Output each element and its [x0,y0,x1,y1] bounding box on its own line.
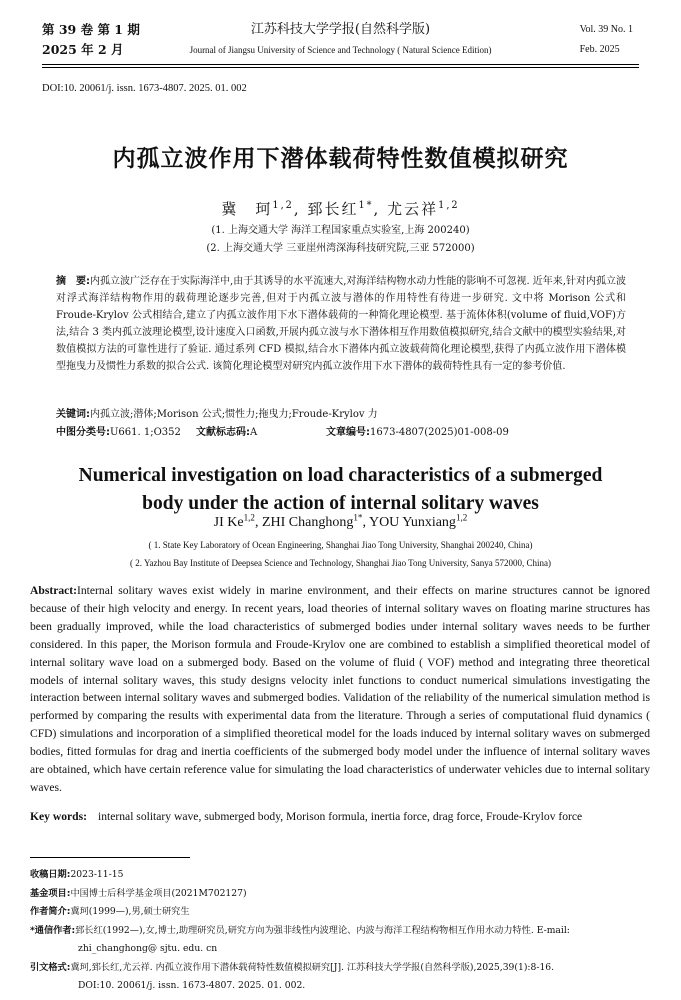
journal-name-en: Journal of Jiangsu University of Science and Technology ( Natural Science Edition) [189,45,492,55]
affiliation: (2. 上海交通大学 三亚崖州湾深海科技研究院,三亚 572000) [206,243,475,254]
document-code: 文献标志码:A [196,427,258,438]
issue-info-en [580,20,633,60]
author-affil-mark: 1,2 [455,512,468,523]
title-en-line: Numerical investigation on load characteristics of a submerged [78,465,603,486]
abstract-label: 摘 要: [56,276,91,287]
keywords-label: Key words: [30,810,87,823]
article-number: 文章编号:1673-4807(2025)01-008-09 [326,427,509,438]
citation-doi: DOI:10. 20061/j. issn. 1673-4807. 2025. 01. 002. [78,980,306,991]
doi: DOI:10. 20061/j. issn. 1673-4807. 2025. 01. 002 [42,83,247,94]
author-name: ZHI Changhong [261,515,354,530]
author-affil-mark: 1,2 [243,512,255,523]
author-affil-mark: 1,2 [438,200,460,211]
volume-en: Vol. 39 No. 1 [579,24,633,35]
journal-name-cn: 江苏科技大学学报(自然科学版) [250,22,431,37]
title-cn: 内孤立波作用下潜体载荷特性数值模拟研究 [112,146,569,172]
footnote-rule [30,857,190,858]
authors-cn: 冀 珂$^{1,2}$, 郅长红$^{1*}$, 尤云祥$^{1,2}$ [221,200,460,218]
author-name: 郅长红 [307,200,359,218]
author-name: 尤云祥 [387,200,439,218]
keywords-en [30,808,650,825]
footnotes [30,866,650,996]
fund-project: 基金项目:中国博士后科学基金项目(2021M702127) [30,887,247,899]
clc-number: 中图分类号:U661. 1;O352 [56,427,181,438]
received-date: 收稿日期:2023-11-15 [30,869,124,880]
author-name: YOU Yunxiang [368,515,456,530]
volume-cn: 第 39 卷 第 1 期 [42,22,140,37]
abstract-en [30,582,650,797]
keywords-text: 内孤立波;潜体;Morison 公式;惯性力;拖曳力;Froude-Krylov 力 [90,409,378,420]
abstract-label: Abstract: [30,584,78,597]
abstract-cn [56,273,626,375]
keywords-cn [56,406,626,423]
title-en-line: body under the action of internal solitary waves [142,493,539,514]
abstract-text: 内孤立波广泛存在于实际海洋中,由于其诱导的水平流速大,对海洋结构物水动力性能的影响不可忽视. 近年来,针对内孤立波对浮式海洋结构物作用的载荷理论逐步完善,但对于内孤立波与潜体的作用特性有待进一步研究. 文中将 Morison 公式和 Froude-Krylov 公式相结合,建立了内孤立波作用下水下潜体载荷的一种简化理论模型. 基于流体体积(volume of fluid,VOF)方法,结合 3 类内孤立波理论模型,设计速度入口函数,开展内孤立波与水下潜体相互作用数值模拟研究,结合文献中的模型实验结果,对数值模拟方法的可靠性进行了验证. 通过系列 CFD 模拟,结合水下潜体内孤立波载荷简化理论模型,获得了内孤立波作用下潜体模型拖曳力及惯性力系数的拟合公式. 该简化理论模型对研究内孤立波作用下水下潜体的载荷特性具有一定的参考价值. [56,276,626,372]
keywords-text: internal solitary wave, submerged body, Morison formula, inertia force, drag force, Froude-Krylov force [98,810,583,823]
header-rule-thick [42,64,639,65]
affiliations-cn [0,222,681,258]
author-affil-mark: 1* [353,512,363,523]
author-bio: 作者简介:冀珂(1999—),男,硕士研究生 [30,906,190,917]
abstract-text: Internal solitary waves exist widely in marine environment, and their effects on marine structures cannot be ignored because of their high velocity and energy. In recent years, load theories of internal solitary waves on floating marine structures has been gradually improved, while the load characteristics of submerged bodies under internal solitary waves needs to be further considered. In this paper, the Morison formula and Froude-Krylov one are combined to establish a simplified theoretical model of internal solitary wave load on a submerged body. Based on the volume of fluid ( VOF) method and integrating three theoretical models of internal solitary waves, this study designs velocity inlet functions to conduct numerical simulations investigating the interaction between internal solitary waves and submerged bodies. Validation of the reliability of the numerical simulation method is performed by comparing the results with experimental data from the literature. Through a series of computational fluid dynamics ( CFD) simulations and incorporation of a simplified theoretical model for the loads induced by internal solitary waves on submerged bodies, fitted formulas for drag and inertia coefficients of the submerged body model under the influence of internal solitary waves are obtained, which have certain reference value for simulating the load characteristics of underwater vehicles due to internal solitary waves. [30,584,650,794]
author-affil-mark: 1,2 [272,200,294,211]
date-en: Feb. 2025 [579,44,620,55]
affiliation: (1. 上海交通大学 海洋工程国家重点实验室,上海 200240) [211,225,470,236]
corresponding-author: *通信作者:郅长红(1992—),女,博士,助理研究员,研究方向为强非线性内波理论、内波与海洋工程结构物相互作用水动力特性. E-mail: [30,924,570,936]
title-en [0,462,681,518]
affiliation: ( 1. State Key Laboratory of Ocean Engineering, Shanghai Jiao Tong University, Shanghai 200240, China) [148,540,533,550]
date-cn: 2025 年 2 月 [42,42,124,57]
author-name: 冀 珂 [221,200,273,218]
keywords-label: 关键词: [56,409,90,420]
running-header [0,20,681,64]
affiliations-en [0,536,681,572]
header-rule-thin [42,67,639,68]
author-affil-mark: 1* [358,200,374,211]
corresponding-email: zhi_changhong@ sjtu. edu. cn [78,943,218,954]
authors-en: JI Ke$^{1,2}$, ZHI Changhong$^{1*}$, YOU Yunxiang$^{1,2}$ [213,512,468,530]
author-name: JI Ke [213,515,244,530]
affiliation: ( 2. Yazhou Bay Institute of Deepsea Science and Technology, Shanghai Jiao Tong University, Sanya 572000, China) [130,558,551,568]
citation-format: 引文格式:冀珂,郅长红,尤云祥. 内孤立波作用下潜体载荷特性数值模拟研究[J]. 江苏科技大学学报(自然科学版),2025,39(1):8-16. [30,961,555,973]
